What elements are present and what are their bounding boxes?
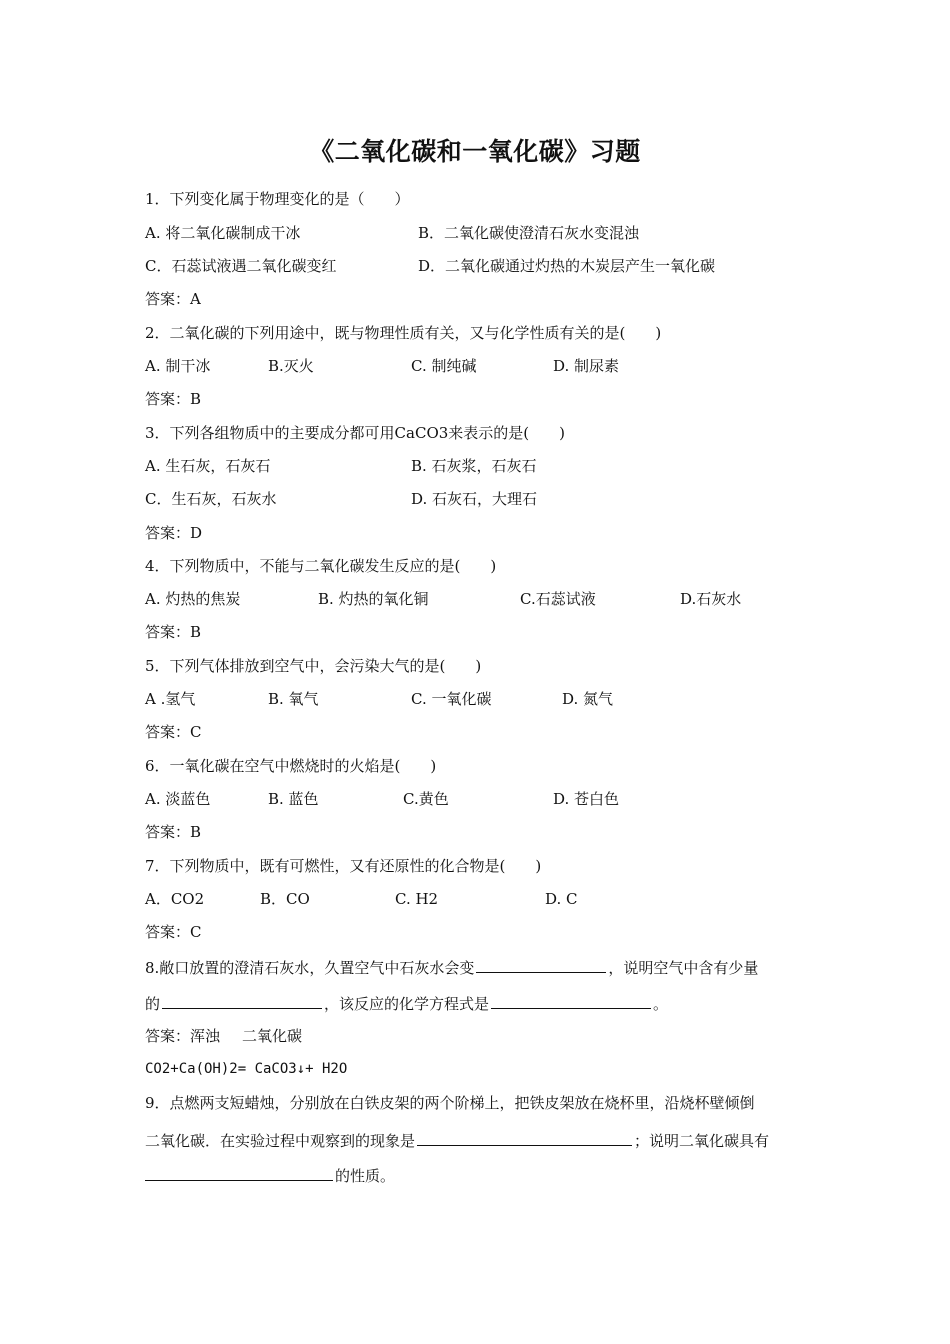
q2-option-c: C. 制纯碱 bbox=[411, 357, 477, 375]
q8-blank-2[interactable] bbox=[162, 992, 322, 1009]
q3-option-c: C．生石灰，石灰水 bbox=[145, 490, 277, 508]
q9-line-2-end: ；说明二氧化碳具有 bbox=[634, 1132, 770, 1150]
q2-option-a: A. 制干冰 bbox=[145, 357, 211, 375]
q8-line-2-start: 的 bbox=[145, 995, 161, 1013]
q8-line-1-text: 8.敞口放置的澄清石灰水，久置空气中石灰水会变 bbox=[145, 959, 475, 977]
q8-line-2 bbox=[145, 992, 668, 1014]
q7-answer: 答案：C bbox=[145, 923, 202, 941]
q6-stem: 6．一氧化碳在空气中燃烧时的火焰是( ) bbox=[145, 757, 437, 775]
q3-option-d: D. 石灰石，大理石 bbox=[411, 490, 538, 508]
q8-line-1 bbox=[145, 956, 758, 978]
q4-stem: 4．下列物质中，不能与二氧化碳发生反应的是( ) bbox=[145, 557, 497, 575]
q1-option-c: C．石蕊试液遇二氧化碳变红 bbox=[145, 257, 337, 275]
q6-option-d: D. 苍白色 bbox=[553, 790, 620, 808]
q1-option-a: A. 将二氧化碳制成干冰 bbox=[145, 224, 301, 242]
q8-line-2-end: 。 bbox=[653, 995, 669, 1013]
q6-option-b: B. 蓝色 bbox=[268, 790, 319, 808]
q9-line-2-start: 二氧化碳．在实验过程中观察到的现象是 bbox=[145, 1132, 416, 1150]
q4-option-a: A. 灼热的焦炭 bbox=[145, 590, 241, 608]
q5-option-c: C. 一氧化碳 bbox=[411, 690, 492, 708]
q9-line-3 bbox=[145, 1164, 395, 1186]
q2-answer: 答案：B bbox=[145, 390, 202, 408]
q3-option-a: A. 生石灰，石灰石 bbox=[145, 457, 271, 475]
q4-option-d: D.石灰水 bbox=[680, 590, 742, 608]
q9-line-2 bbox=[145, 1129, 769, 1151]
q2-stem: 2．二氧化碳的下列用途中，既与物理性质有关，又与化学性质有关的是( ) bbox=[145, 324, 662, 342]
q1-stem: 1．下列变化属于物理变化的是（ ） bbox=[145, 190, 410, 208]
q3-stem: 3．下列各组物质中的主要成分都可用CaCO3来表示的是( ) bbox=[145, 424, 565, 442]
q7-option-a: A．CO2 bbox=[145, 890, 205, 908]
q4-option-c: C.石蕊试液 bbox=[520, 590, 596, 608]
q7-stem: 7．下列物质中，既有可燃性，又有还原性的化合物是( ) bbox=[145, 857, 542, 875]
q3-option-b: B. 石灰浆，石灰石 bbox=[411, 457, 537, 475]
q9-blank-1[interactable] bbox=[417, 1129, 632, 1146]
q5-option-b: B. 氧气 bbox=[268, 690, 319, 708]
q4-option-b: B. 灼热的氧化铜 bbox=[318, 590, 429, 608]
q4-answer: 答案：B bbox=[145, 623, 202, 641]
q7-option-b: B．CO bbox=[260, 890, 310, 908]
q6-option-a: A. 淡蓝色 bbox=[145, 790, 211, 808]
q8-blank-3[interactable] bbox=[491, 992, 651, 1009]
q6-answer: 答案：B bbox=[145, 823, 202, 841]
q2-option-b: B.灭火 bbox=[268, 357, 314, 375]
q8-answer-1: 答案：浑浊 bbox=[145, 1027, 221, 1045]
q7-option-c: C. H2 bbox=[395, 890, 439, 908]
q9-blank-2[interactable] bbox=[145, 1164, 333, 1181]
q3-answer: 答案：D bbox=[145, 524, 203, 542]
q8-line-2-mid: ，该反应的化学方程式是 bbox=[324, 995, 490, 1013]
q8-equation: CO2+Ca(OH)2= CaCO3↓+ H2O bbox=[145, 1061, 348, 1077]
q8-line-1-end: ，说明空气中含有少量 bbox=[608, 959, 759, 977]
q5-option-a: A .氢气 bbox=[145, 690, 196, 708]
q5-option-d: D. 氮气 bbox=[562, 690, 614, 708]
page-title: 《二氧化碳和一氧化碳》习题 bbox=[309, 137, 641, 166]
q2-option-d: D. 制尿素 bbox=[553, 357, 620, 375]
q1-option-b: B．二氧化碳使澄清石灰水变混浊 bbox=[418, 224, 640, 242]
q8-answer-2: 二氧化碳 bbox=[242, 1027, 303, 1045]
q8-blank-1[interactable] bbox=[476, 956, 606, 973]
q6-option-c: C.黄色 bbox=[403, 790, 449, 808]
q1-option-d: D．二氧化碳通过灼热的木炭层产生一氧化碳 bbox=[418, 257, 716, 275]
q7-option-d: D. C bbox=[545, 890, 578, 908]
q9-line-1: 9．点燃两支短蜡烛，分别放在白铁皮架的两个阶梯上，把铁皮架放在烧杯里，沿烧杯壁倾倒 bbox=[145, 1094, 755, 1112]
q5-answer: 答案：C bbox=[145, 723, 202, 741]
q5-stem: 5．下列气体排放到空气中，会污染大气的是( ) bbox=[145, 657, 482, 675]
q8-answer bbox=[145, 1026, 302, 1046]
q9-line-3-end: 的性质。 bbox=[335, 1167, 396, 1185]
q1-answer: 答案：A bbox=[145, 290, 201, 308]
